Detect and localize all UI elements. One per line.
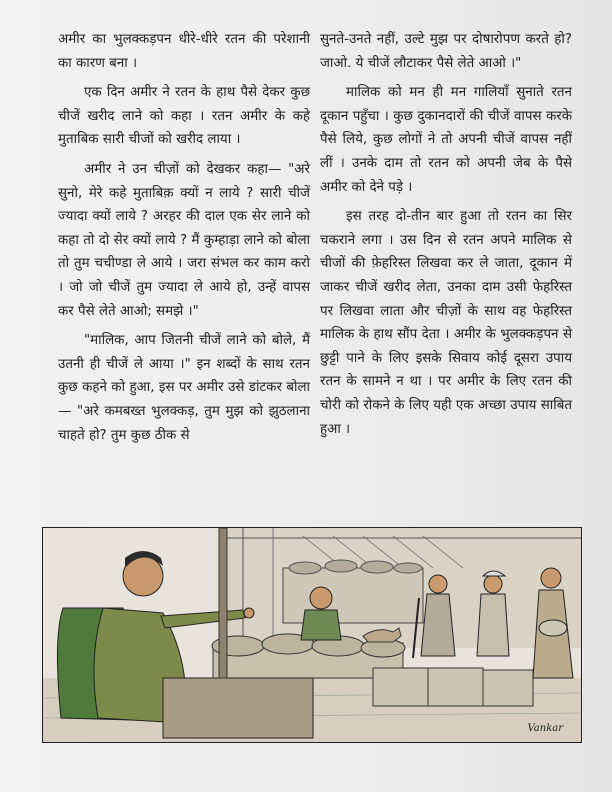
right-paragraph-1: सुनते-उनते नहीं, उल्टे मुझ पर दोषारोपण करते हो? जाओ. ये चीजें लौटाकर पैसे लेते आओ ।" xyxy=(320,32,572,71)
artist-signature: Vankar xyxy=(527,723,563,734)
left-paragraph-1: अमीर का भुलक्कड़पन धीरे-धीरे रतन की परेशानी का कारण बना । xyxy=(58,32,310,71)
right-paragraph-3: इस तरह दो-तीन बार हुआ तो रतन का सिर चकराने लगा । उस दिन से रतन अपने मालिक से चीजों की फ़ेहरिस्त लिखवा कर ले जाता, दूकान में जाकर चीजें खरीद लेता, उनका दाम उसी फेहरिस्त पर लिखवा लाता और चीज़ों के साथ वह फेहरिस्त मालिक के हाथ सौंप देता । अमीर के भुलक्कड़पन से छुट्टी पाने के लिए इसके सिवाय कोई दूसरा उपाय रतन के सामने न था । पर अमीर के लिए रतन की चोरी को रोकने के लिए यही एक अच्छा उपाय साबित हुआ । xyxy=(320,209,572,437)
left-paragraph-2: एक दिन अमीर ने रतन के हाथ पैसे देकर कुछ चीजें खरीद लाने को कहा । रतन अमीर के कहे मुताबिक सारी चीजों को खरीद लाया । xyxy=(58,85,310,148)
right-text-column xyxy=(320,28,572,447)
illustration-drawing xyxy=(43,528,581,742)
left-paragraph-4: "मालिक, आप जितनी चीजें लाने को बोले, मैं उतनी ही चीजें ले आया ।" इन शब्दों के साथ रतन कुछ कहने को हुआ, इस पर अमीर उसे डांटकर बोला— "अरे कमबख्त भुलक्कड़, तुम मुझ को झुठलाना चाहते हो? तुम कुछ ठीक से xyxy=(58,333,310,443)
left-text-column xyxy=(58,28,310,453)
left-paragraph-3: अमीर ने उन चीज़ों को देखकर कहा— "अरे सुनो, मेरे कहे मुताबिक़ क्यों न लाये ? सारी चीजें ज्यादा क्यों लाये ? अरहर की दाल एक सेर लाने को कहा तो दो सेर क्यों लाये ? मैं कुम्हाड़ा लाने को बोला तो तुम चचीण्डा ले आये । जरा संभल कर काम करो । जो जो चीजें तुम ज्यादा ले आये हो, उन्हें वापस कर पैसे लेते आओ; समझे ।" xyxy=(58,161,310,319)
right-paragraph-2: मालिक को मन ही मन गालियाँ सुनाते रतन दूकान पहुँचा । कुछ दुकानदारों की चीजें वापस करके पैसे लिये, कुछ लोगों ने तो अपनी चीजें वापस नहीं लीं । उनके दाम तो रतन को अपनी जेब के पैसे अमीर को देने पड़े । xyxy=(320,85,572,195)
story-illustration xyxy=(42,527,582,743)
